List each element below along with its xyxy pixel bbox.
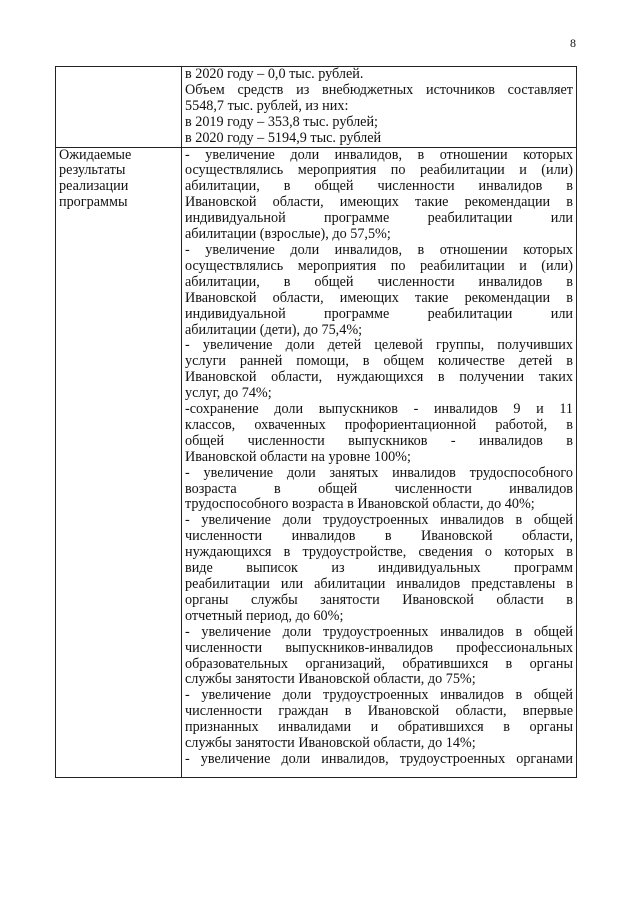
program-passport-table — [55, 66, 577, 778]
table-row-expected-results — [56, 147, 577, 777]
result-line: численности выпускников-инвалидов профессиональных — [185, 639, 573, 656]
result-line: отчетный период, до 60%; — [185, 607, 344, 624]
result-line: виде выписок из индивидуальных программ — [185, 560, 573, 577]
result-line: абилитации, в общей численности инвалидов в — [185, 273, 573, 290]
funding-line: в 2019 году – 353,8 тыс. рублей; — [185, 113, 378, 130]
result-line: абилитации (дети), до 75,4%; — [185, 321, 363, 338]
result-line: - увеличение доли инвалидов, в отношении которых — [185, 146, 573, 163]
result-line: органы службы занятости Ивановской области в — [185, 591, 573, 608]
result-line: Ивановской области, нуждающихся в получении таких — [185, 369, 573, 386]
result-line: - увеличение доли трудоустроенных инвалидов в общей — [185, 623, 573, 640]
result-line: Ивановской области на уровне 100%; — [185, 448, 411, 465]
funding-line: в 2020 году – 5194,9 тыс. рублей — [185, 129, 382, 146]
result-line: абилитации (взрослые), до 57,5%; — [185, 226, 391, 243]
result-line: классов, охваченных профориентационной работой, в — [185, 416, 573, 433]
result-line: индивидуальной программе реабилитации или — [185, 305, 573, 322]
result-line: - увеличение доли инвалидов, в отношении которых — [185, 241, 573, 258]
page-cut-filler — [185, 768, 573, 777]
table-row-funding — [56, 67, 577, 148]
empty-label-cell — [56, 67, 182, 148]
result-line: - увеличение доли трудоустроенных инвалидов в общей — [185, 687, 573, 704]
result-line: реабилитации или абилитации инвалидов представлены в — [185, 576, 573, 592]
result-line: -сохранение доли выпускников - инвалидов 9 и 11 — [185, 401, 573, 418]
result-line: признанных инвалидами и обратившихся в органы — [185, 719, 573, 736]
funding-line: 5548,7 тыс. рублей, из них: — [185, 97, 349, 114]
result-line: осуществлялись мероприятия по реабилитации и (или) — [185, 257, 573, 274]
result-line: - увеличение доли занятых инвалидов трудоспособного — [185, 464, 573, 481]
result-line: услуг, до 74%; — [185, 385, 272, 402]
result-line: - увеличение доли трудоустроенных инвалидов в общей — [185, 512, 573, 529]
expected-results-cell — [182, 147, 577, 777]
label-line: результаты — [59, 162, 126, 179]
result-line: образовательных организаций, обратившихся в органы — [185, 655, 573, 672]
result-line: абилитации, в общей численности инвалидов в — [185, 178, 573, 195]
label-line: реализации — [59, 178, 129, 195]
label-line: программы — [59, 194, 128, 211]
funding-line: Объем средств из внебюджетных источников составляет — [185, 81, 573, 98]
result-line: общей численности выпускников - инвалидов в — [185, 432, 573, 449]
expected-results-label-cell — [56, 147, 182, 777]
result-line: численности инвалидов в Ивановской области, — [185, 528, 573, 545]
result-line: осуществлялись мероприятия по реабилитации и (или) — [185, 162, 573, 179]
label-line: Ожидаемые — [59, 146, 132, 163]
result-line: Ивановской области, имеющих такие рекомендации в — [185, 289, 573, 306]
result-line: трудоспособного возраста в Ивановской области, до 40%; — [185, 496, 535, 513]
result-line: возраста в общей численности инвалидов — [185, 480, 573, 497]
result-line: услуги ранней помощи, в общем количестве детей в — [185, 353, 573, 370]
result-line: - увеличение доли инвалидов, трудоустроенных органами — [185, 750, 573, 767]
result-line: службы занятости Ивановской области, до 75%; — [185, 671, 476, 688]
page-number: 8 — [570, 36, 576, 50]
result-line: нуждающихся в трудоустройстве, сведения о которых в — [185, 544, 573, 561]
result-line: индивидуальной программе реабилитации или — [185, 210, 573, 227]
funding-line: в 2020 году – 0,0 тыс. рублей. — [185, 66, 364, 82]
result-line: службы занятости Ивановской области, до 14%; — [185, 735, 476, 752]
result-line: численности граждан в Ивановской области, впервые — [185, 703, 573, 720]
result-line: - увеличение доли детей целевой группы, получивших — [185, 337, 573, 354]
funding-cell — [182, 67, 577, 148]
result-line: Ивановской области, имеющих такие рекомендации в — [185, 194, 573, 211]
